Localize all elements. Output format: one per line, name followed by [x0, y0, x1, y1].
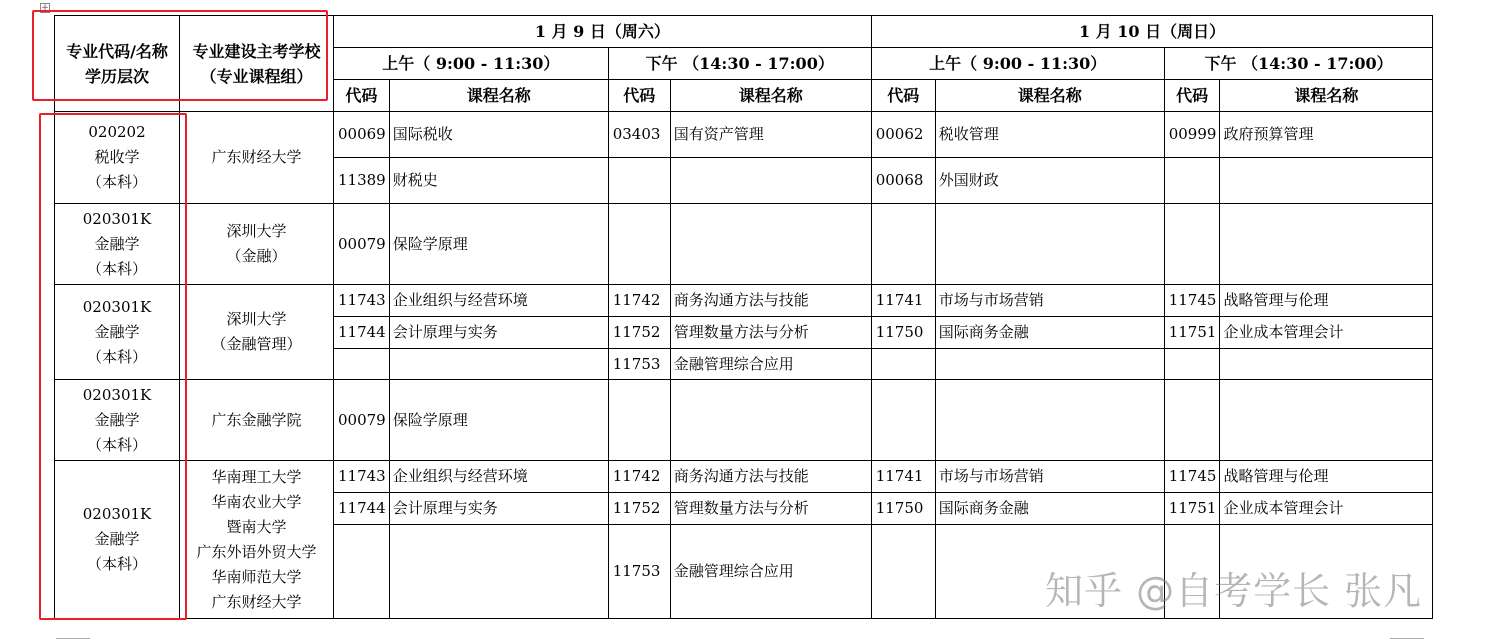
header-major-line2: 学历层次 [84, 66, 149, 86]
course-name: 税收管理 [938, 125, 999, 143]
school-name: 深圳大学 [226, 310, 287, 328]
course-name-cell [670, 493, 871, 525]
course-code-cell [1164, 204, 1220, 285]
course-code-cell [608, 158, 670, 204]
course-name-cell [389, 461, 608, 493]
major-level: （本科） [86, 173, 147, 191]
course-code-cell [334, 317, 390, 349]
course-name-cell [389, 204, 608, 285]
course-name: 外国财政 [938, 171, 999, 189]
course-code: 11742 [612, 291, 661, 309]
course-name-cell [1220, 204, 1433, 285]
course-code-cell [334, 493, 390, 525]
course-name-cell [670, 349, 871, 380]
course-code-cell [334, 204, 390, 285]
major-level: （本科） [86, 259, 147, 278]
course-code: 11750 [875, 499, 924, 517]
course-name: 会计原理与实务 [392, 323, 498, 341]
course-code-cell [608, 380, 670, 461]
header-code: 代码 [334, 80, 390, 112]
course-name-cell [389, 493, 608, 525]
school-name: 广东金融学院 [211, 410, 302, 429]
course-code-cell [608, 493, 670, 525]
course-code: 11745 [1168, 467, 1217, 485]
course-code-cell [334, 112, 390, 158]
course-code: 11751 [1168, 499, 1217, 517]
course-name-cell [389, 285, 608, 317]
course-name: 市场与市场营销 [938, 291, 1044, 309]
course-name-cell [670, 112, 871, 158]
course-name-cell [935, 204, 1164, 285]
course-name: 国有资产管理 [673, 125, 764, 143]
course-name-cell [935, 317, 1164, 349]
course-code-cell [1164, 380, 1220, 461]
course-name: 国际商务金融 [938, 323, 1029, 341]
course-code-cell [871, 317, 935, 349]
header-course: 课程名称 [670, 80, 871, 112]
course-code-cell [871, 493, 935, 525]
school-name: 暨南大学 [226, 517, 287, 536]
course-name-cell [670, 317, 871, 349]
table-body [55, 16, 1433, 619]
header-school-line2: （专业课程组） [200, 66, 313, 86]
course-code-cell [334, 285, 390, 317]
major-level: （本科） [86, 435, 147, 454]
course-code-cell [871, 285, 935, 317]
course-code-cell [1164, 349, 1220, 380]
course-code: 11389 [338, 171, 386, 189]
course-name-cell [389, 349, 608, 380]
course-name: 金融管理综合应用 [673, 562, 794, 580]
school-cell [180, 380, 334, 461]
course-code-cell [1164, 158, 1220, 204]
major-code: 020202 [88, 123, 146, 141]
school-cell [180, 112, 334, 204]
major-code: 020301K [82, 505, 152, 523]
course-code-cell [608, 525, 670, 619]
course-name-cell [670, 525, 871, 619]
header-major-line1: 专业代码/名称 [66, 41, 168, 61]
highlight-box-header [32, 10, 328, 101]
course-name-cell [670, 158, 871, 204]
course-name-cell [389, 317, 608, 349]
course-name-cell [670, 204, 871, 285]
course-name: 战略管理与伦理 [1223, 467, 1329, 485]
header-day2-pm: 下午 （14:30 - 17:00） [1164, 48, 1433, 80]
course-code-cell [608, 349, 670, 380]
course-code-cell [871, 349, 935, 380]
course-code: 11744 [338, 499, 386, 517]
school-name: 华南农业大学 [211, 492, 302, 511]
header-day2: 1 月 10 日（周日） [871, 16, 1433, 48]
page-corner-mark [1390, 638, 1424, 643]
school-name: 广东财经大学 [211, 148, 302, 166]
course-name-cell [1220, 285, 1433, 317]
course-code-cell [871, 204, 935, 285]
major-code: 020301K [82, 385, 152, 404]
course-name: 国际税收 [392, 125, 453, 143]
header-day1-pm: 下午 （14:30 - 17:00） [608, 48, 871, 80]
course-name-cell [670, 461, 871, 493]
header-code: 代码 [1164, 80, 1220, 112]
course-name-cell [935, 112, 1164, 158]
course-code-cell [871, 112, 935, 158]
course-name: 企业成本管理会计 [1223, 499, 1344, 517]
course-code: 11753 [612, 354, 661, 373]
course-code: 00062 [875, 125, 924, 143]
header-course: 课程名称 [935, 80, 1164, 112]
course-name-cell [1220, 112, 1433, 158]
course-code-cell [1164, 461, 1220, 493]
major-name: 金融学 [94, 234, 140, 253]
major-code: 020301K [82, 297, 152, 316]
major-name: 税收学 [94, 148, 140, 166]
course-code-cell [1164, 285, 1220, 317]
course-code: 11742 [612, 467, 661, 485]
course-name: 战略管理与伦理 [1223, 291, 1329, 309]
course-name: 财税史 [392, 171, 438, 189]
course-code-cell [334, 461, 390, 493]
header-day2-am: 上午（ 9:00 - 11:30） [871, 48, 1164, 80]
course-code-cell [608, 285, 670, 317]
course-code: 11741 [875, 291, 924, 309]
school-cell [180, 285, 334, 380]
course-code-cell [871, 461, 935, 493]
table-row [55, 285, 1433, 317]
major-name: 金融学 [94, 530, 140, 548]
school-cell [180, 461, 334, 619]
major-code: 020301K [82, 209, 152, 228]
course-code: 11750 [875, 323, 924, 341]
course-name-cell [670, 380, 871, 461]
course-code: 00079 [338, 410, 386, 429]
course-code: 11752 [612, 499, 661, 517]
course-code-cell [1164, 317, 1220, 349]
course-code-cell [608, 204, 670, 285]
course-name-cell [935, 285, 1164, 317]
course-code: 11745 [1168, 291, 1217, 309]
course-name: 管理数量方法与分析 [673, 323, 809, 341]
course-name-cell [1220, 461, 1433, 493]
course-code-cell [334, 380, 390, 461]
course-code: 11741 [875, 467, 924, 485]
course-code-cell [608, 317, 670, 349]
course-code-cell [608, 112, 670, 158]
major-name: 金融学 [94, 322, 140, 341]
course-name-cell [1220, 493, 1433, 525]
course-code-cell [1164, 112, 1220, 158]
course-name-cell [1220, 380, 1433, 461]
course-name-cell [389, 525, 608, 619]
course-code: 00069 [338, 125, 386, 143]
course-name-cell [935, 380, 1164, 461]
course-name: 商务沟通方法与技能 [673, 467, 809, 485]
course-name: 会计原理与实务 [392, 499, 498, 517]
course-name: 企业组织与经营环境 [392, 291, 528, 309]
page-corner-mark [56, 638, 90, 643]
header-code: 代码 [871, 80, 935, 112]
course-name-cell [935, 493, 1164, 525]
header-school-line1: 专业建设主考学校 [192, 41, 321, 61]
school-cell [180, 204, 334, 285]
school-name: 华南理工大学 [211, 467, 302, 486]
major-level: （本科） [86, 347, 147, 366]
course-name: 保险学原理 [392, 410, 468, 429]
table-row [55, 204, 1433, 285]
table-anchor-icon[interactable]: + [41, 3, 49, 13]
course-name: 政府预算管理 [1223, 125, 1314, 143]
header-day1-am: 上午（ 9:00 - 11:30） [334, 48, 609, 80]
major-name: 金融学 [94, 410, 140, 429]
course-code-cell [871, 525, 935, 619]
course-name: 金融管理综合应用 [673, 354, 794, 373]
header-course: 课程名称 [1220, 80, 1433, 112]
course-name-cell [389, 158, 608, 204]
school-name: 广东外语外贸大学 [196, 542, 317, 561]
course-code: 11751 [1168, 323, 1217, 341]
course-code-cell [334, 525, 390, 619]
course-code: 11743 [338, 291, 386, 309]
course-name-cell [389, 380, 608, 461]
course-code: 03403 [612, 125, 661, 143]
school-name: 广东财经大学 [211, 592, 302, 611]
school-name: 深圳大学 [226, 222, 287, 240]
course-code: 11744 [338, 323, 386, 341]
course-name-cell [935, 158, 1164, 204]
course-code-cell [334, 158, 390, 204]
course-name-cell [1220, 158, 1433, 204]
course-code-cell [334, 349, 390, 380]
course-name: 商务沟通方法与技能 [673, 291, 809, 309]
course-name-cell [1220, 349, 1433, 380]
course-name: 国际商务金融 [938, 499, 1029, 517]
highlight-box-majors [39, 113, 187, 620]
course-code-cell [871, 158, 935, 204]
course-name: 企业组织与经营环境 [392, 467, 528, 485]
course-code-cell [1164, 493, 1220, 525]
course-code: 00079 [338, 234, 386, 253]
header-day1: 1 月 9 日（周六） [334, 16, 872, 48]
course-name: 保险学原理 [392, 234, 468, 253]
course-name: 管理数量方法与分析 [673, 499, 809, 517]
course-name-cell [670, 285, 871, 317]
course-name: 市场与市场营销 [938, 467, 1044, 485]
header-course: 课程名称 [389, 80, 608, 112]
course-name-cell [935, 461, 1164, 493]
course-code: 11753 [612, 562, 661, 580]
school-name: 华南师范大学 [211, 567, 302, 586]
header-code: 代码 [608, 80, 670, 112]
course-name-cell [935, 349, 1164, 380]
course-code: 11752 [612, 323, 661, 341]
school-name: （金融） [226, 247, 287, 265]
course-code: 00068 [875, 171, 924, 189]
course-name-cell [389, 112, 608, 158]
course-code: 00999 [1168, 125, 1217, 143]
course-code-cell [608, 461, 670, 493]
school-name: （金融管理） [211, 335, 302, 353]
course-code: 11743 [338, 467, 386, 485]
major-level: （本科） [86, 555, 147, 573]
watermark: 知乎 @自考学长 张凡 [1045, 569, 1423, 613]
table-row [55, 380, 1433, 461]
course-name-cell [1220, 317, 1433, 349]
table-row [55, 461, 1433, 493]
course-name: 企业成本管理会计 [1223, 323, 1344, 341]
table-row [55, 112, 1433, 158]
exam-schedule-table [54, 15, 1433, 619]
course-code-cell [871, 380, 935, 461]
